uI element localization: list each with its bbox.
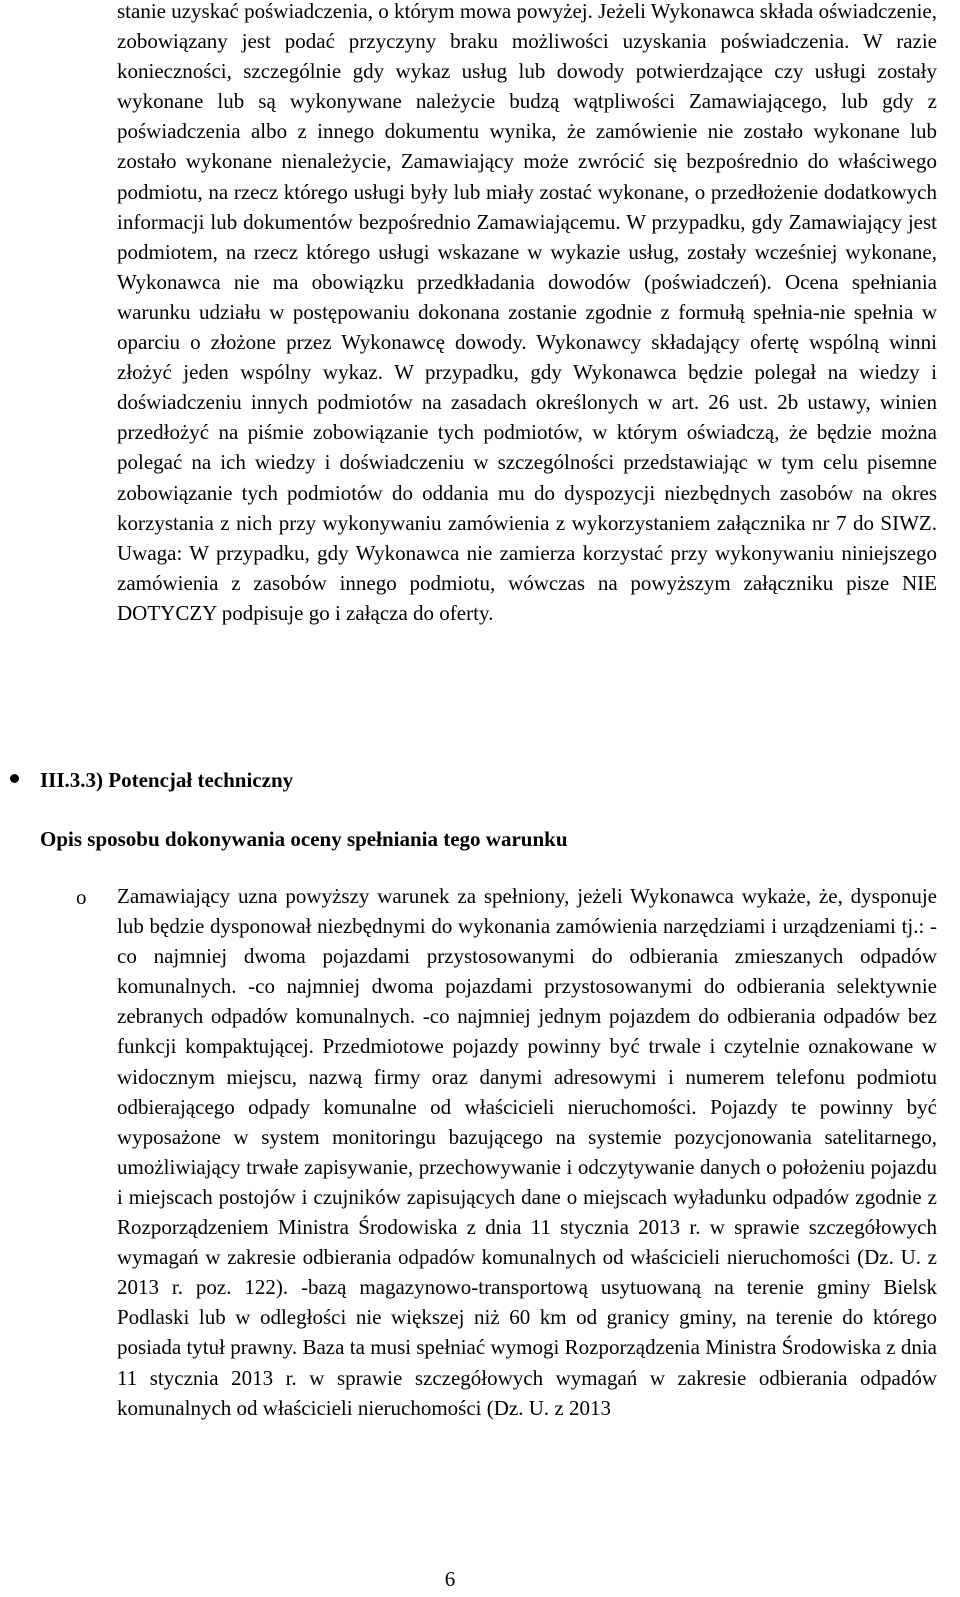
list-marker-icon: o xyxy=(76,885,87,909)
paragraph-wykaz-uslug: stanie uzyskać poświadczenia, o którym mowa powyżej. Jeżeli Wykonawca składa oświadczenie, zobowiązany jest podać przyczyny braku możliwości uzyskania poświadczenia. W razie konieczności, szczególnie gdy wykaz usług lub dowody potwierdzające czy usługi zostały wykonane lub są wykonywane należycie budzą wątpliwości Zamawiającego, lub gdy z poświadczenia albo z innego dokumentu wynika, że zamówienie nie zostało wykonane lub zostało wykonane nienależycie, Zamawiający może zwrócić się bezpośrednio do właściwego podmiotu, na rzecz którego usługi były lub miały zostać wykonane, o przedłożenie dodatkowych informacji lub dokumentów bezpośrednio Zamawiającemu. W przypadku, gdy Zamawiający jest podmiotem, na rzecz którego usługi wskazane w wykazie usług, zostały wcześniej wykonane, Wykonawca nie ma obowiązku przedkładania dowodów (poświadczeń). Ocena spełniania warunku udziału w postępowaniu dokonana zostanie zgodnie z formułą spełnia-nie spełnia w oparciu o złożone przez Wykonawcę dowody. Wykonawcy składający ofertę wspólną winni złożyć jeden wspólny wykaz. W przypadku, gdy Wykonawca będzie polegał na wiedzy i doświadczeniu innych podmiotów na zasadach określonych w art. 26 ust. 2b ustawy, winien przedłożyć na piśmie zobowiązanie tych podmiotów, w którym oświadczą, że będzie można polegać na ich wiedzy i doświadczeniu w szczególności przedstawiając w tym celu pisemne zobowiązanie tych podmiotów do oddania mu do dyspozycji niezbędnych zasobów na okres korzystania z nich przy wykonywaniu zamówienia z wykorzystaniem załącznika nr 7 do SIWZ. Uwaga: W przypadku, gdy Wykonawca nie zamierza korzystać przy wykonywaniu niniejszego zamówienia z zasobów innego podmiotu, wówczas na powyższym załączniku pisze NIE DOTYCZY podpisuje go i załącza do oferty. xyxy=(117,0,937,625)
page-number: 6 xyxy=(444,1567,456,1591)
section-title: III.3.3) Potencjał techniczny xyxy=(40,768,294,792)
subheading: Opis sposobu dokonywania oceny spełniania tego warunku xyxy=(40,827,568,851)
bullet-icon xyxy=(10,774,19,783)
section-bullet-item xyxy=(0,762,960,796)
paragraph-potencjal-techniczny: Zamawiający uzna powyższy warunek za spełniony, jeżeli Wykonawca wykaże, że, dysponuje lub będzie dysponował niezbędnymi do wykonania zamówienia narzędziami i urządzeniami tj.: -co najmniej dwoma pojazdami przystosowanymi do odbierania zmieszanych odpadów komunalnych. -co najmniej dwoma pojazdami przystosowanymi do odbierania selektywnie zebranych odpadów komunalnych. -co najmniej jednym pojazdem do odbierania odpadów bez funkcji kompaktującej. Przedmiotowe pojazdy powinny być trwale i czytelnie oznakowane w widocznym miejscu, nazwą firmy oraz danymi adresowymi i numerem telefonu podmiotu odbierającego odpady komunalne od właścicieli nieruchomości. Pojazdy te powinny być wyposażone w system monitoringu bazującego na systemie pozycjonowania satelitarnego, umożliwiający trwałe zapisywanie, przechowywanie i odczytywanie danych o położeniu pojazdu i miejscach postojów i czujników zapisujących dane o miejscach wyładunku odpadów zgodnie z Rozporządzeniem Ministra Środowiska z dnia 11 stycznia 2013 r. w sprawie szczegółowych wymagań w zakresie odbierania odpadów komunalnych od właścicieli nieruchomości (Dz. U. z 2013 r. poz. 122). -bazą magazynowo-transportową usytuowaną na terenie gminy Bielsk Podlaski lub w odległości nie większej niż 60 km od granicy gminy, na terenie do którego posiada tytuł prawny. Baza ta musi spełniać wymogi Rozporządzenia Ministra Środowiska z dnia 11 stycznia 2013 r. w sprawie szczegółowych wymagań w zakresie odbierania odpadów komunalnych od właścicieli nieruchomości (Dz. U. z 2013 xyxy=(117,884,937,1420)
